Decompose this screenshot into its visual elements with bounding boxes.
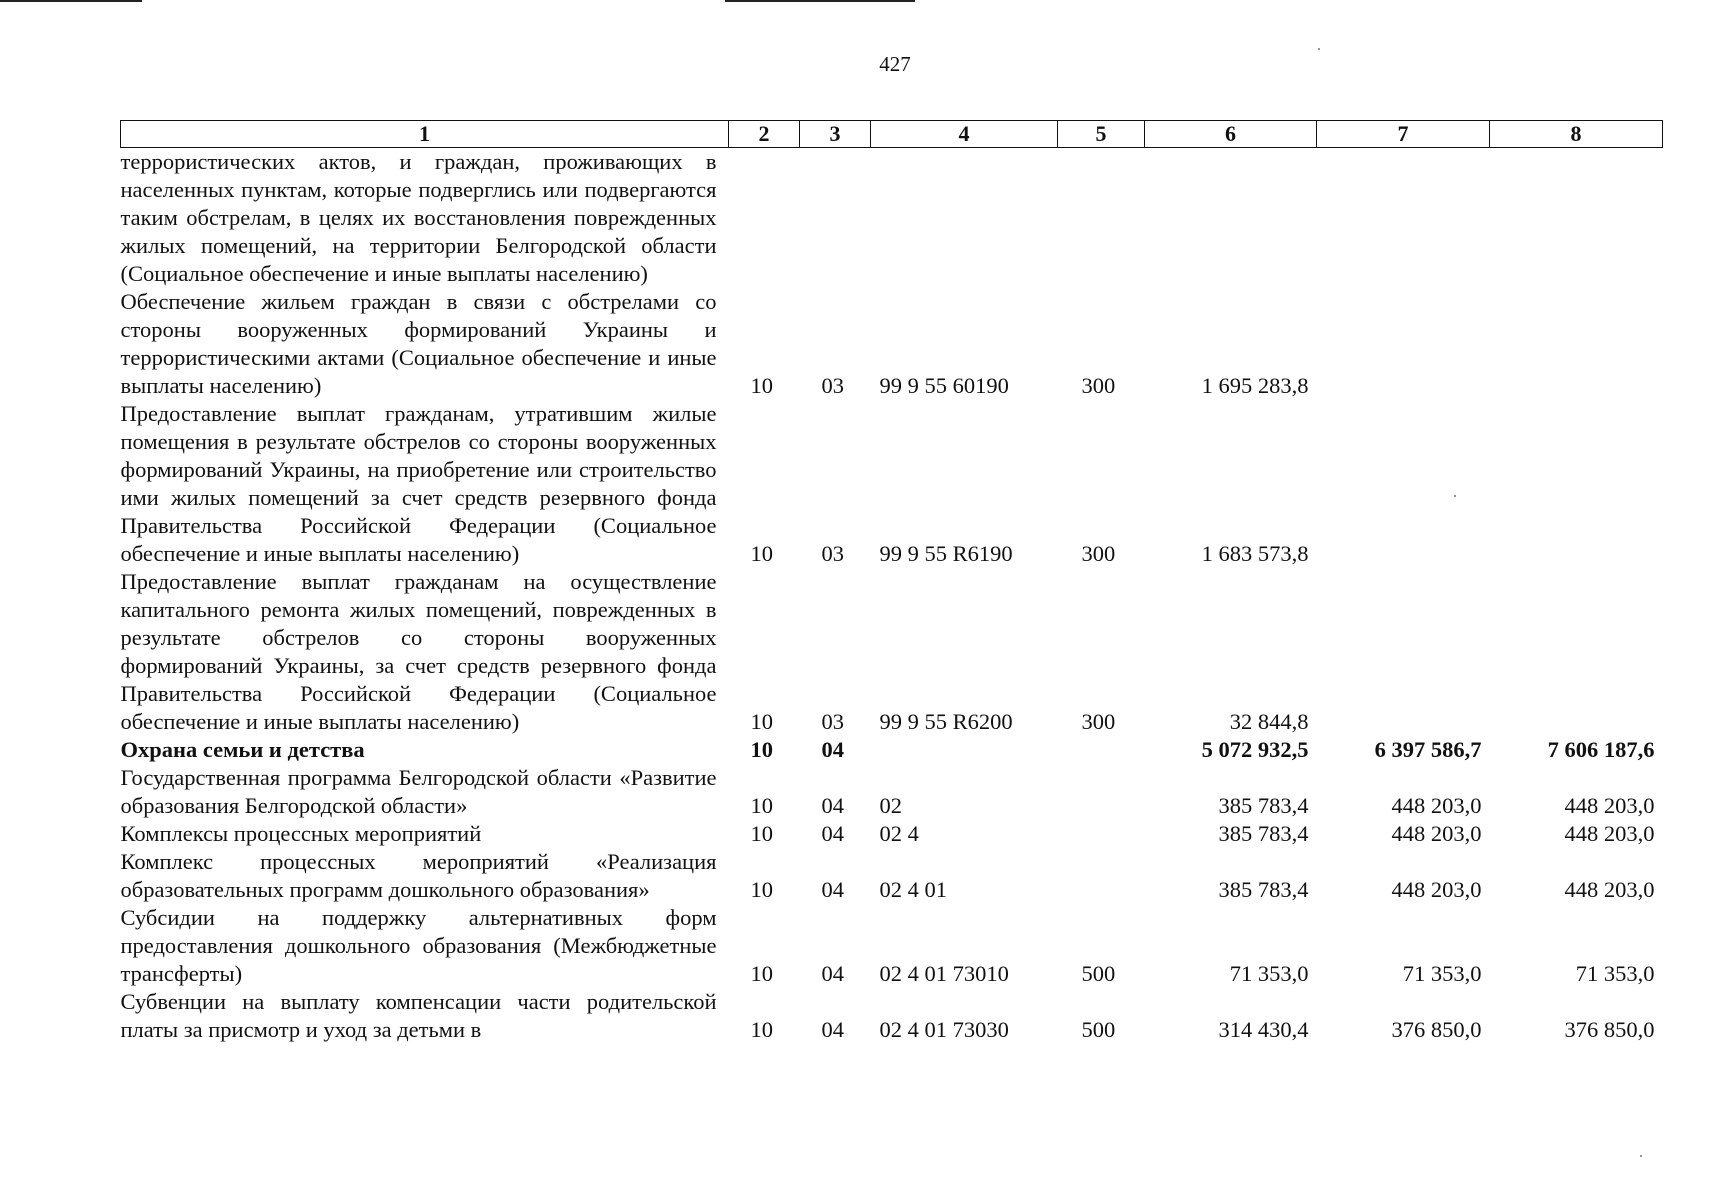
amount-col8-cell	[1490, 568, 1663, 736]
section-code-cell: 10	[750, 961, 773, 986]
amount-col6-cell: 5 072 932,5	[1201, 737, 1309, 762]
subsection-code-cell: 03	[821, 541, 844, 566]
target-article-cell: 02 4 01	[879, 877, 947, 902]
subsection-code-cell: 04	[821, 1017, 844, 1042]
amount-col6-cell: 314 430,4	[1218, 1017, 1309, 1042]
column-header-2: 2	[729, 121, 800, 148]
amount-col8-cell	[1490, 400, 1663, 568]
column-header-6: 6	[1145, 121, 1317, 148]
table-row	[121, 904, 1663, 988]
amount-col6-cell: 32 844,8	[1229, 709, 1309, 734]
expense-type-cell	[1058, 148, 1145, 289]
target-article-cell: 99 9 55 R6200	[879, 709, 1013, 734]
amount-col7-cell	[1317, 288, 1490, 400]
amount-col6-cell: 1 683 573,8	[1201, 541, 1309, 566]
expense-type-cell	[1058, 848, 1145, 904]
scan-speck	[1640, 1155, 1642, 1157]
table-row	[121, 820, 1663, 848]
amount-col7-cell: 71 353,0	[1402, 961, 1482, 986]
amount-col8-cell	[1490, 148, 1663, 289]
scan-speck	[1318, 48, 1320, 50]
subsection-code-cell: 03	[821, 373, 844, 398]
amount-col7-cell: 6 397 586,7	[1374, 737, 1482, 762]
target-article-cell: 02	[879, 793, 902, 818]
row-name-cell: Государственная программа Белгородской области «Развитие образования Белгородской области»	[120, 765, 717, 818]
expense-type-cell: 300	[1081, 373, 1116, 398]
subsection-code-cell	[800, 148, 871, 289]
section-code-cell: 10	[750, 541, 773, 566]
section-code-cell: 10	[750, 877, 773, 902]
scan-edge-mark-center	[725, 0, 915, 2]
subsection-code-cell: 04	[821, 737, 844, 762]
scan-edge-mark-left	[0, 0, 142, 2]
section-code-cell: 10	[750, 1017, 773, 1042]
amount-col8-cell: 71 353,0	[1575, 961, 1655, 986]
row-name-cell: террористических актов, и граждан, проживающих в населенных пунктам, которые подверглись или подвергаются таким обстрелам, в целях их восстановления поврежденных жилых помещений, на территории Белгородской области (Социальное обеспечение и иные выплаты населению)	[120, 149, 717, 286]
amount-col6-cell: 385 783,4	[1218, 821, 1309, 846]
table-row	[121, 148, 1663, 289]
target-article-cell: 02 4	[879, 821, 919, 846]
amount-col7-cell: 376 850,0	[1391, 1017, 1482, 1042]
section-code-cell	[729, 148, 800, 289]
table-row	[121, 988, 1663, 1044]
section-code-cell: 10	[750, 821, 773, 846]
expense-type-cell	[1058, 736, 1145, 764]
amount-col8-cell	[1490, 288, 1663, 400]
table-row	[121, 288, 1663, 400]
column-header-3: 3	[800, 121, 871, 148]
table-row	[121, 400, 1663, 568]
subsection-code-cell: 04	[821, 877, 844, 902]
section-code-cell: 10	[750, 737, 773, 762]
amount-col7-cell	[1317, 148, 1490, 289]
table-row	[121, 764, 1663, 820]
row-name-cell: Комплексы процессных мероприятий	[120, 821, 482, 846]
amount-col6-cell: 385 783,4	[1218, 877, 1309, 902]
row-name-cell: Охрана семьи и детства	[120, 737, 365, 762]
subsection-code-cell: 03	[821, 709, 844, 734]
row-name-cell: Предоставление выплат гражданам на осуществление капитального ремонта жилых помещений, поврежденных в результате обстрелов со стороны вооруженных формирований Украины, за счет средств резервного фонда Правительства Российской Федерации (Социальное обеспечение и иные выплаты населению)	[120, 569, 717, 734]
subsection-code-cell: 04	[821, 961, 844, 986]
table-row	[121, 736, 1663, 764]
row-name-cell: Субвенции на выплату компенсации части родительской платы за присмотр и уход за детьми в	[120, 989, 717, 1042]
amount-col6-cell: 1 695 283,8	[1201, 373, 1309, 398]
amount-col8-cell: 448 203,0	[1564, 877, 1655, 902]
amount-col6-cell	[1145, 148, 1317, 289]
amount-col8-cell: 448 203,0	[1564, 821, 1655, 846]
amount-col7-cell: 448 203,0	[1391, 793, 1482, 818]
expense-type-cell: 300	[1081, 541, 1116, 566]
expense-type-cell: 500	[1081, 961, 1116, 986]
table-body	[121, 148, 1663, 1045]
amount-col7-cell: 448 203,0	[1391, 877, 1482, 902]
section-code-cell: 10	[750, 793, 773, 818]
expense-type-cell	[1058, 764, 1145, 820]
table-header-row	[121, 121, 1663, 148]
subsection-code-cell: 04	[821, 793, 844, 818]
column-header-8: 8	[1490, 121, 1663, 148]
amount-col6-cell: 385 783,4	[1218, 793, 1309, 818]
expense-type-cell: 500	[1081, 1017, 1116, 1042]
row-name-cell: Предоставление выплат гражданам, утратившим жилые помещения в результате обстрелов со стороны вооруженных формирований Украины, на приобретение или строительство ими жилых помещений за счет средств резервного фонда Правительства Российской Федерации (Социальное обеспечение и иные выплаты населению)	[120, 401, 717, 566]
subsection-code-cell: 04	[821, 821, 844, 846]
row-name-cell: Субсидии на поддержку альтернативных форм предоставления дошкольного образования (Межбюджетные трансферты)	[120, 905, 717, 986]
expense-type-cell	[1058, 820, 1145, 848]
column-header-7: 7	[1317, 121, 1490, 148]
amount-col7-cell	[1317, 400, 1490, 568]
scan-speck	[1454, 495, 1456, 497]
page-number: 427	[879, 52, 911, 76]
target-article-cell	[871, 736, 1058, 764]
budget-table	[120, 120, 1663, 1044]
amount-col7-cell: 448 203,0	[1391, 821, 1482, 846]
target-article-cell	[871, 148, 1058, 289]
target-article-cell: 02 4 01 73030	[879, 1017, 1009, 1042]
column-header-5: 5	[1058, 121, 1145, 148]
column-header-1: 1	[121, 121, 729, 148]
table-row	[121, 848, 1663, 904]
table-row	[121, 568, 1663, 736]
amount-col8-cell: 376 850,0	[1564, 1017, 1655, 1042]
row-name-cell: Комплекс процессных мероприятий «Реализация образовательных программ дошкольного образования»	[120, 849, 717, 902]
target-article-cell: 99 9 55 R6190	[879, 541, 1013, 566]
section-code-cell: 10	[750, 373, 773, 398]
expense-type-cell: 300	[1081, 709, 1116, 734]
amount-col6-cell: 71 353,0	[1229, 961, 1309, 986]
section-code-cell: 10	[750, 709, 773, 734]
target-article-cell: 02 4 01 73010	[879, 961, 1009, 986]
column-header-4: 4	[871, 121, 1058, 148]
amount-col8-cell: 448 203,0	[1564, 793, 1655, 818]
target-article-cell: 99 9 55 60190	[879, 373, 1009, 398]
row-name-cell: Обеспечение жильем граждан в связи с обстрелами со стороны вооруженных формирований Украины и террористическими актами (Социальное обеспечение и иные выплаты населению)	[120, 289, 717, 398]
amount-col7-cell	[1317, 568, 1490, 736]
amount-col8-cell: 7 606 187,6	[1547, 737, 1655, 762]
